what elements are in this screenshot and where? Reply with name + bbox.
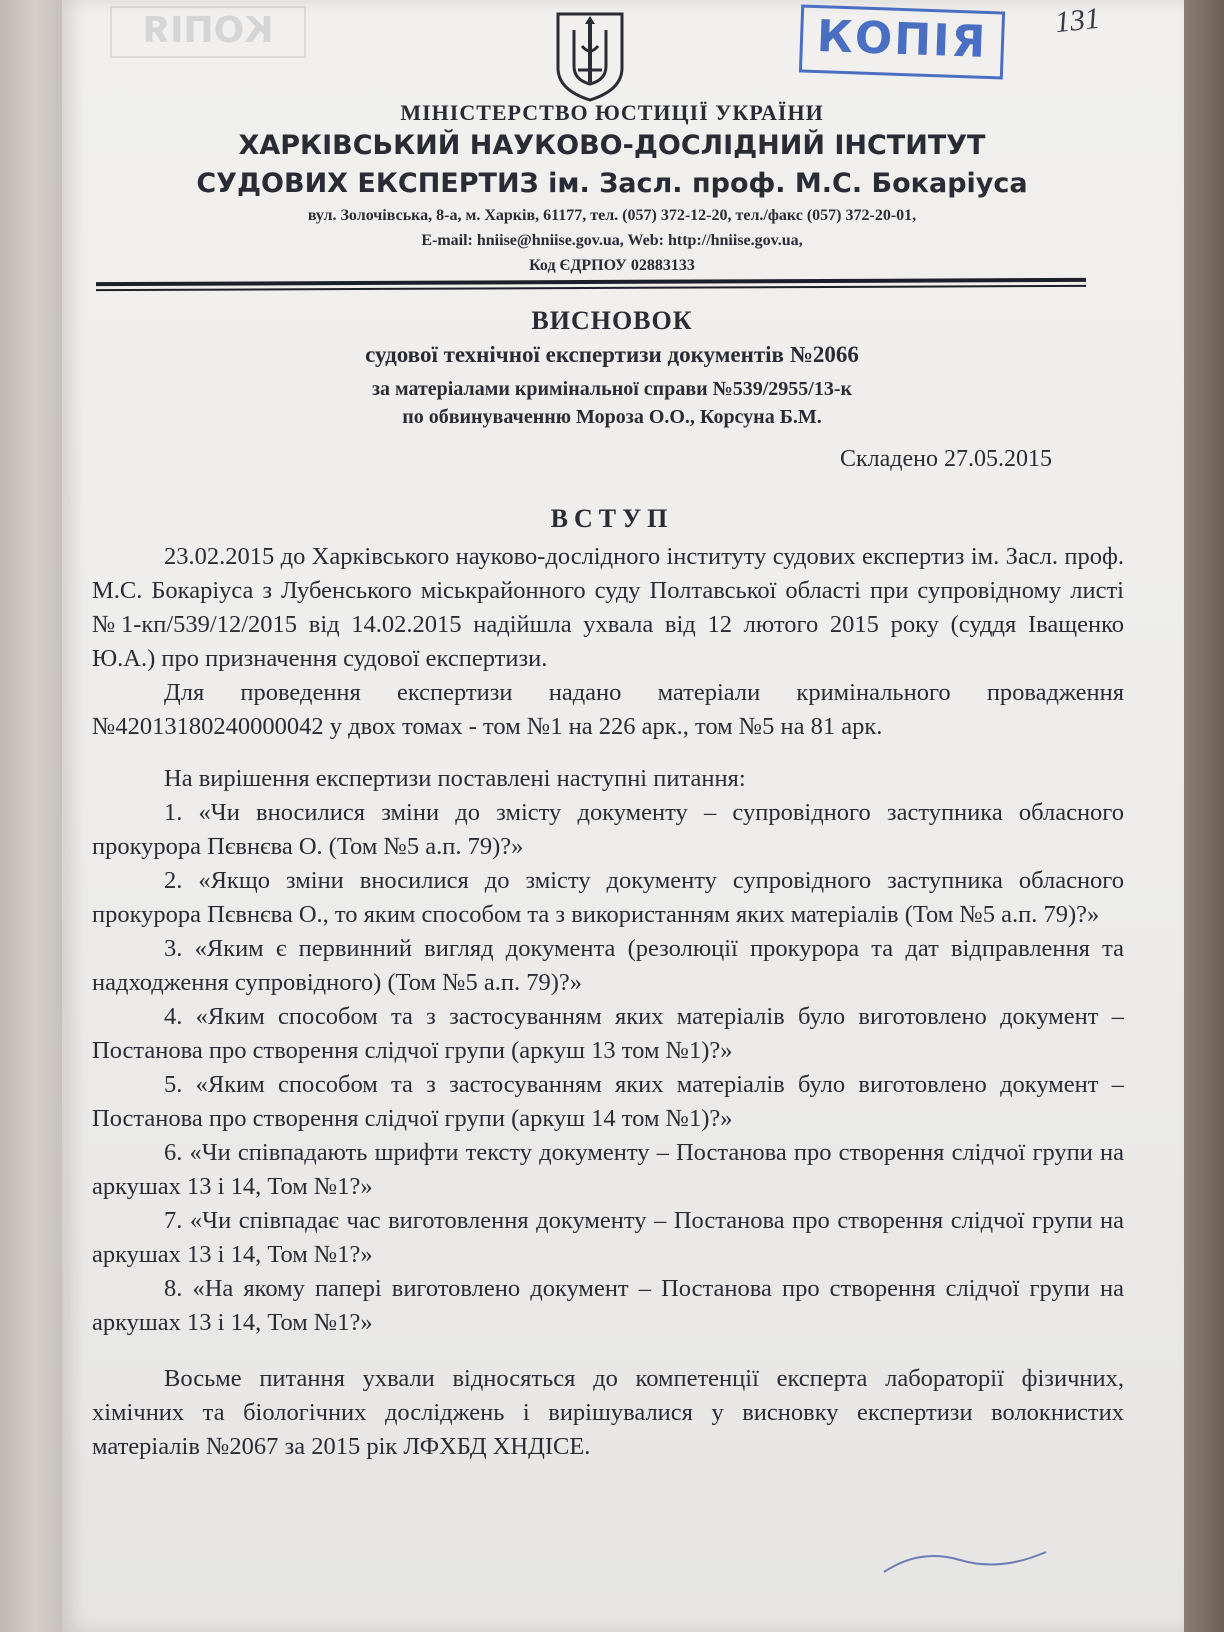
document-body — [92, 540, 1124, 1464]
edrpou-code: Код ЄДРПОУ 02883133 — [529, 257, 695, 274]
body-paragraph: 23.02.2015 до Харківського науково-дослідного інституту судових експертиз ім. Засл. проф. М.С. Бокаріуса з Лубенського міськрайонного суду Полтавської області при супровідному листі №1-кп/539/12/2015 від 14.02.2015 надійшла ухвала від 12 лютого 2015 року (суддя Іващенко Ю.А.) про призначення судової експертизи. — [92, 543, 1124, 672]
question-item: 4. «Яким способом та з застосуванням яких матеріалів було виготовлено документ – Постанова про створення слідчої групи (аркуш 13 том №1)?» — [92, 1003, 1124, 1064]
question-item: 6. «Чи співпадають шрифти тексту документу – Постанова про створення слідчої групи на аркушах 13 і 14, Том №1?» — [92, 1139, 1124, 1200]
body-paragraph: На вирішення експертизи поставлені наступні питання: — [164, 765, 746, 792]
document-subtitle: судової технічної експертизи документів №2066 — [365, 342, 859, 367]
document-title: ВИСНОВОК — [531, 306, 693, 335]
case-reference: за матеріалами кримінальної справи №539/2955/13-к — [371, 378, 853, 400]
ministry-name: МІНІСТЕРСТВО ЮСТИЦІЇ УКРАЇНИ — [400, 100, 824, 125]
question-item: 5. «Яким способом та з застосуванням яких матеріалів було виготовлено документ – Постанова про створення слідчої групи (аркуш 14 том №1)?» — [92, 1071, 1124, 1132]
address-line: вул. Золочівська, 8-а, м. Харків, 61177, тел. (057) 372-12-20, тел./факс (057) 372-20-01, — [307, 207, 917, 224]
question-item: 3. «Яким є первинний вигляд документа (резолюції прокурора та дат відправлення та надходження супровідного) (Том №5 а.п. 79)?» — [92, 935, 1124, 996]
question-item: 7. «Чи співпадає час виготовлення документу – Постанова про створення слідчої групи на аркушах 13 і 14, Том №1?» — [92, 1207, 1124, 1268]
contacts-line: E-mail: hniise@hniise.gov.ua, Web: http://hniise.gov.ua, — [421, 232, 803, 249]
question-item: 1. «Чи вносилися зміни до змісту документу – супровідного заступника обласного прокурора Пєвнєва О. (Том №5 а.п. 79)?» — [92, 799, 1124, 860]
coat-of-arms-icon — [554, 10, 626, 102]
copy-stamp-offset: КОПІЯ — [110, 6, 306, 58]
body-paragraph: Для проведення експертизи надано матеріали кримінального провадження №42013180240000042 у двох томах - том №1 на 226 арк., том №5 на 81 арк. — [92, 679, 1124, 740]
section-title: ВСТУП — [550, 504, 674, 533]
handwritten-page-number: 131 — [1053, 1, 1102, 40]
question-item: 2. «Якщо зміни вносилися до змісту документу супровідного заступника обласного прокурора Пєвнєва О., то яким способом та з використанням яких матеріалів (Том №5 а.п. 79)?» — [92, 867, 1124, 928]
accused-line: по обвинуваченню Мороза О.О., Корсуна Б.М. — [402, 406, 822, 428]
institute-name-line2: СУДОВИХ ЕКСПЕРТИЗ ім. Засл. проф. М.С. Бокаріуса — [196, 168, 1028, 199]
pen-mark — [880, 1540, 1050, 1580]
copy-stamp: КОПІЯ — [799, 4, 1005, 79]
institute-name-line1: ХАРКІВСЬКИЙ НАУКОВО-ДОСЛІДНИЙ ІНСТИТУТ — [238, 130, 986, 161]
question-item: 8. «На якому папері виготовлено документ – Постанова про створення слідчої групи на аркушах 13 і 14, Том №1?» — [92, 1275, 1124, 1336]
closing-paragraph: Восьме питання ухвали відносяться до компетенції експерта лабораторії фізичних, хімічних та біологічних досліджень і вирішувалися у висновку експертизи волокнистих матеріалів №2067 за 2015 рік ЛФХБД ХНДІСЕ. — [92, 1365, 1124, 1460]
document-date: Складено 27.05.2015 — [840, 446, 1053, 472]
